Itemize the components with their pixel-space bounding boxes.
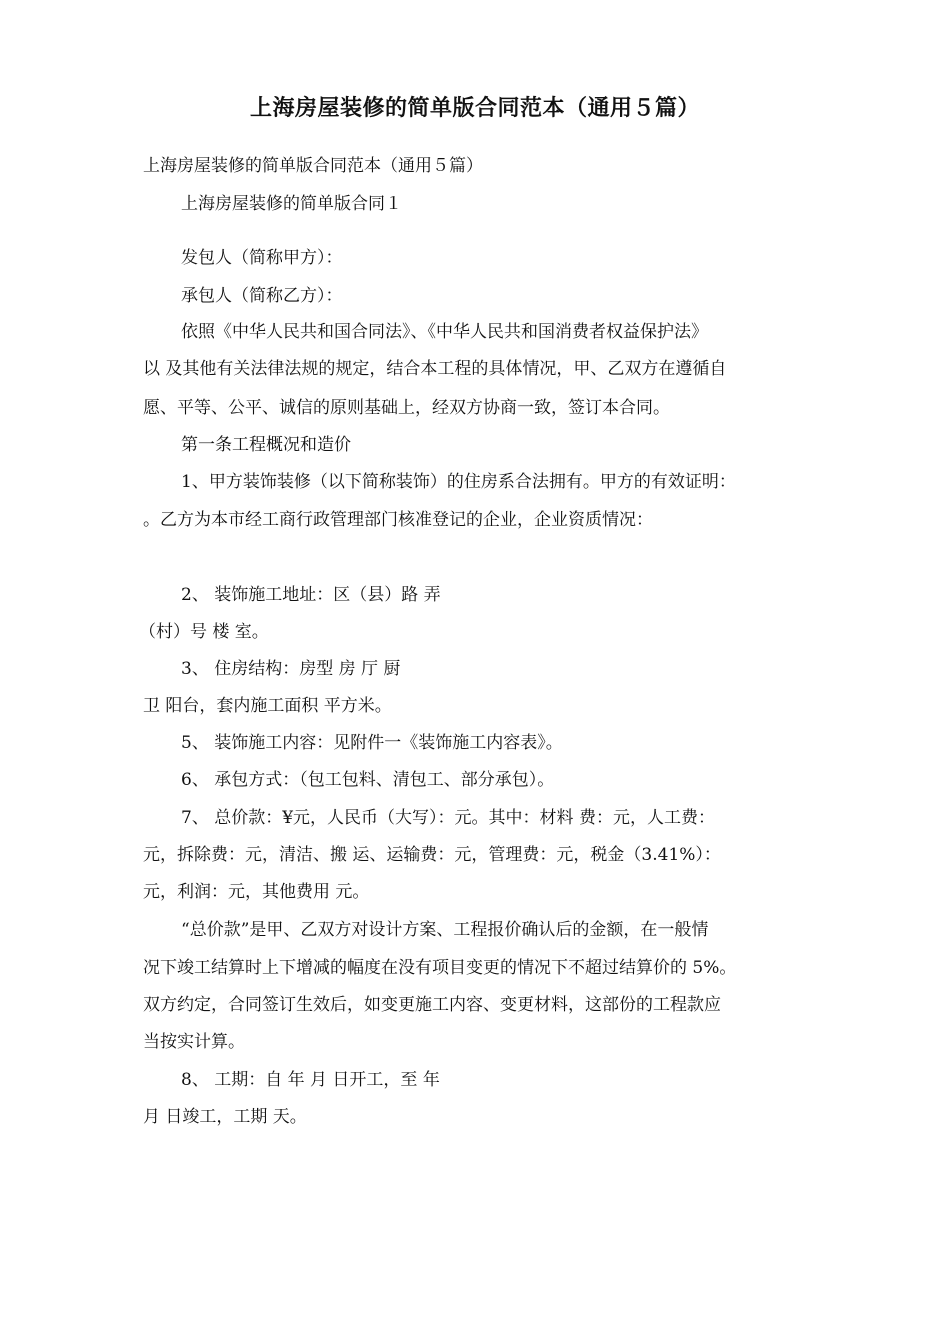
- paragraph-line: 愿、平等、公平、诚信的原则基础上，经双方协商一致，签订本合同。: [143, 398, 670, 418]
- clause-line: 月 日竣工，工期 天。: [143, 1107, 307, 1127]
- clause-line: 2、 装饰施工地址：区（县）路 弄: [181, 585, 441, 605]
- article-heading: 第一条工程概况和造价: [181, 435, 351, 455]
- clause-line: 元，利润：元，其他费用 元。: [143, 882, 370, 902]
- clause-line: 卫 阳台，套内施工面积 平方米。: [143, 696, 392, 716]
- party-b-line: 承包人（简称乙方）：: [181, 286, 343, 306]
- clause-line: 3、 住房结构：房型 房 厅 厨: [181, 659, 401, 679]
- subtitle-line: 上海房屋装修的简单版合同范本（通用５篇）: [143, 156, 483, 176]
- clause-line: 7、 总价款：¥元，人民币（大写）：元。其中：材料 费：元，人工费：: [181, 808, 715, 828]
- clause-line: 1、甲方装饰装修（以下简称装饰）的住房系合法拥有。甲方的有效证明：: [181, 472, 736, 492]
- party-a-line: 发包人（简称甲方）：: [181, 248, 343, 268]
- paragraph-line: 以 及其他有关法律法规的规定，结合本工程的具体情况，甲、乙双方在遵循自: [143, 359, 727, 379]
- clause-line: 8、 工期：自 年 月 日开工，至 年: [181, 1070, 440, 1090]
- clause-line: 6、 承包方式：（包工包料、清包工、部分承包）。: [181, 770, 555, 790]
- paragraph-line: 双方约定，合同签订生效后，如变更施工内容、变更材料，这部份的工程款应: [143, 995, 721, 1015]
- clause-line: 5、 装饰施工内容：见附件一《装饰施工内容表》。: [181, 733, 563, 753]
- paragraph-line: 依照《中华人民共和国合同法》、《中华人民共和国消费者权益保护法》: [181, 322, 708, 342]
- paragraph-line: 当按实计算。: [143, 1032, 245, 1052]
- section-heading: 上海房屋装修的简单版合同１: [181, 194, 402, 214]
- paragraph-line: “总价款”是甲、乙双方对设计方案、工程报价确认后的金额，在一般情: [181, 920, 709, 940]
- clause-line: （村）号 楼 室。: [139, 622, 269, 642]
- document-title: 上海房屋装修的简单版合同范本（通用５篇）: [249, 96, 700, 121]
- clause-line: 。乙方为本市经工商行政管理部门核准登记的企业，企业资质情况：: [143, 510, 653, 530]
- clause-line: 元，拆除费：元，清洁、搬 运、运输费：元，管理费：元，税金（3.41%）：: [143, 845, 721, 865]
- paragraph-line: 况下竣工结算时上下增减的幅度在没有项目变更的情况下不超过结算价的 5%。: [143, 958, 737, 978]
